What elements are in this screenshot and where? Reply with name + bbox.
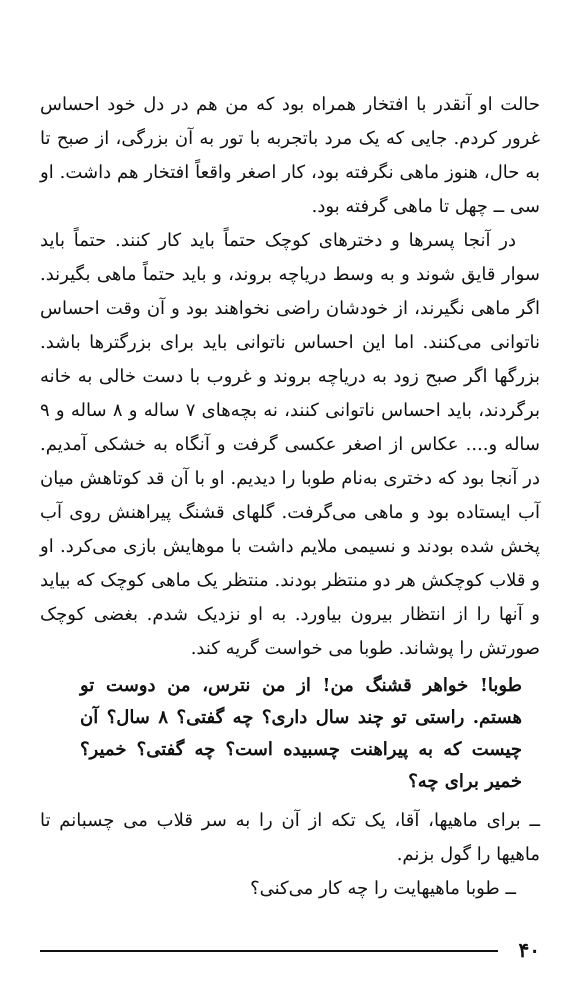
- dialog-line-1: ــ برای ماهیها، آقا، یک تکه از آن را به سر قلاب می چسبانم تا ماهیها را گول بزنم.: [40, 810, 540, 865]
- page-footer: [40, 938, 540, 962]
- footer-rule: [40, 950, 498, 952]
- dialog-line-2: ــ طوبا ماهیهایت را چه کار می‌کنی؟: [250, 878, 516, 899]
- bold-quote: طوبا! خواهر قشنگ من! از من نترس، من دوست تو هستم. راستی تو چند سال داری؟ چه گفتی؟ ۸ سال؟ آن چیست که به پیراهنت چسبیده است؟ چه گفتی؟ خمیر؟ خمیر برای چه؟: [80, 675, 523, 792]
- page-body: [40, 88, 540, 906]
- paragraph-2: در آنجا پسرها و دخترهای کوچک حتماً باید کار کنند. حتماً باید سوار قایق شوند و به وسط دریاچه بروند، و باید حتماً ماهی بگیرند. اگر ماهی نگیرند، از خودشان راضی نخواهند بود و آن وقت احساس ناتوانی می‌کنند. اما این احساس ناتوانی باید برای بزرگترها باشد. بزرگها اگر صبح زود به دریاچه بروند و غروب با دست خالی به خانه برگردند، باید احساس ناتوانی کنند، نه بچه‌های ۷ ساله و ۸ ساله و ۹ ساله و.... عکاس از اصغر عکسی گرفت و آنگاه به خشکی آمدیم. در آنجا بود که دختری به‌نام طوبا را دیدیم. او با آن قد کوتاهش میان آب ایستاده بود و ماهی می‌گرفت. گلهای قشنگ پیراهنش روی آب پخش شده بودند و نسیمی ملایم داشت با موهایش بازی می‌کرد. او و قلاب کوچکش هر دو منتظر بودند. منتظر یک ماهی کوچک که بیاید و آنها را از انتظار بیرون بیاورد. به او نزدیک شدم. بغضی کوچک صورتش را پوشاند. طوبا می خواست گریه کند.: [40, 230, 540, 659]
- paragraph-1: حالت او آنقدر با افتخار همراه بود که من هم در دل خود احساس غرور کردم. جایی که یک مرد باتجربه با تور به آن بزرگی، از صبح تا به حال، هنوز ماهی نگرفته بود، کار اصغر واقعاً افتخار هم داشت. او سی ــ چهل تا ماهی گرفته بود.: [40, 94, 540, 217]
- page-number: ۴۰: [518, 938, 540, 962]
